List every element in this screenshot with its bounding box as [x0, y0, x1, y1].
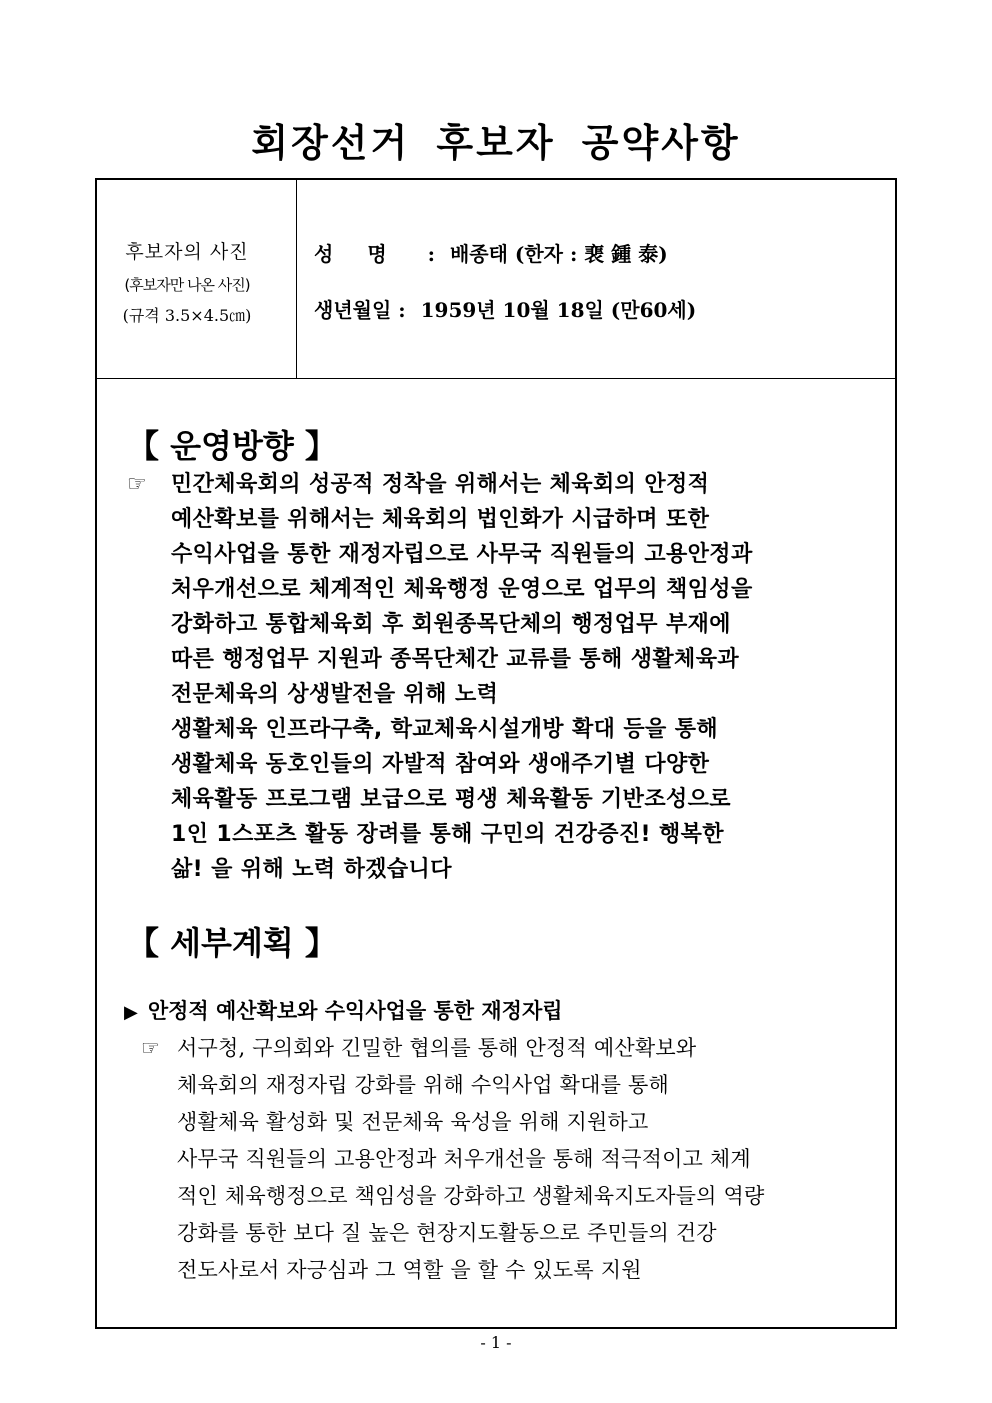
operations-text-line: 삶! 을 위해 노력 하겠습니다	[171, 857, 452, 882]
triangle-right-icon: ▶	[124, 1002, 138, 1023]
candidate-info-row	[97, 180, 895, 379]
pointing-hand-icon: ☞	[127, 472, 147, 497]
pledge-content	[97, 379, 895, 1327]
candidate-photo-box	[97, 180, 297, 378]
candidate-birth-line	[314, 294, 696, 323]
operations-text-line: 1인 1스포츠 활동 장려를 통해 구민의 건강증진! 행복한	[171, 822, 724, 847]
birth-label: 생년월일	[314, 298, 392, 322]
photo-note: (후보자만 나온 사진)	[124, 276, 250, 294]
candidate-name-line	[314, 238, 668, 267]
operations-text-line: 전문체육의 상생발전을 위해 노력	[171, 682, 499, 707]
plan-text-line: 생활체육 활성화 및 전문체육 육성을 위해 지원하고	[177, 1110, 649, 1134]
operations-text-line: 따른 행정업무 지원과 종목단체간 교류를 통해 생활체육과	[171, 647, 740, 672]
operations-text-line: 체육활동 프로그램 보급으로 평생 체육활동 기반조성으로	[171, 787, 731, 812]
candidate-details	[297, 180, 895, 378]
photo-size: (규격 3.5×4.5㎝)	[122, 306, 252, 325]
plan-subheading	[124, 995, 563, 1025]
name-label: 성명	[314, 242, 421, 266]
plan-text-line: 서구청, 구의회와 긴밀한 협의를 통해 안정적 예산확보와	[177, 1036, 697, 1060]
operations-heading: 【 운영방향 】	[127, 427, 337, 465]
plan-text-line: 전도사로서 자긍심과 그 역할 을 할 수 있도록 지원	[177, 1258, 642, 1282]
operations-text-line: 생활체육 인프라구축, 학교체육시설개방 확대 등을 통해	[171, 717, 719, 742]
name-separator: :	[427, 242, 435, 266]
page-title: 회장선거 후보자 공약사항	[251, 120, 741, 165]
operations-text-line: 민간체육회의 성공적 정착을 위해서는 체육회의 안정적	[171, 472, 710, 497]
plan-text-line: 사무국 직원들의 고용안정과 처우개선을 통해 적극적이고 체계	[177, 1147, 751, 1171]
plan-text-line: 적인 체육행정으로 책임성을 강화하고 생활체육지도자들의 역량	[177, 1184, 765, 1208]
photo-caption: 후보자의 사진	[125, 241, 249, 263]
birth-value: 1959년 10월 18일 (만60세)	[420, 298, 697, 322]
name-value: 배종태 (한자 : 裵 鍾 泰)	[449, 242, 668, 266]
operations-text-line: 예산확보를 위해서는 체육회의 법인화가 시급하며 또한	[171, 507, 710, 532]
operations-text	[171, 467, 891, 887]
pledge-form	[95, 178, 897, 1329]
page-number: - 1 -	[480, 1333, 512, 1352]
plan-text-line: 강화를 통한 보다 질 높은 현장지도활동으로 주민들의 건강	[177, 1221, 717, 1245]
operations-text-line: 생활체육 동호인들의 자발적 참여와 생애주기별 다양한	[171, 752, 710, 777]
plan-subheading-text: 안정적 예산확보와 수익사업을 통한 재정자립	[147, 999, 563, 1023]
plan-heading: 【 세부계획 】	[127, 924, 337, 962]
birth-separator: :	[398, 298, 406, 322]
operations-text-line: 강화하고 통합체육회 후 회원종목단체의 행정업무 부재에	[171, 612, 731, 637]
operations-text-line: 수익사업을 통한 재정자립으로 사무국 직원들의 고용안정과	[171, 542, 753, 567]
pointing-hand-icon: ☞	[141, 1036, 160, 1060]
plan-text-line: 체육회의 재정자립 강화를 위해 수익사업 확대를 통해	[177, 1073, 669, 1097]
plan-text	[177, 1030, 892, 1289]
operations-text-line: 처우개선으로 체계적인 체육행정 운영으로 업무의 책임성을	[171, 577, 753, 602]
